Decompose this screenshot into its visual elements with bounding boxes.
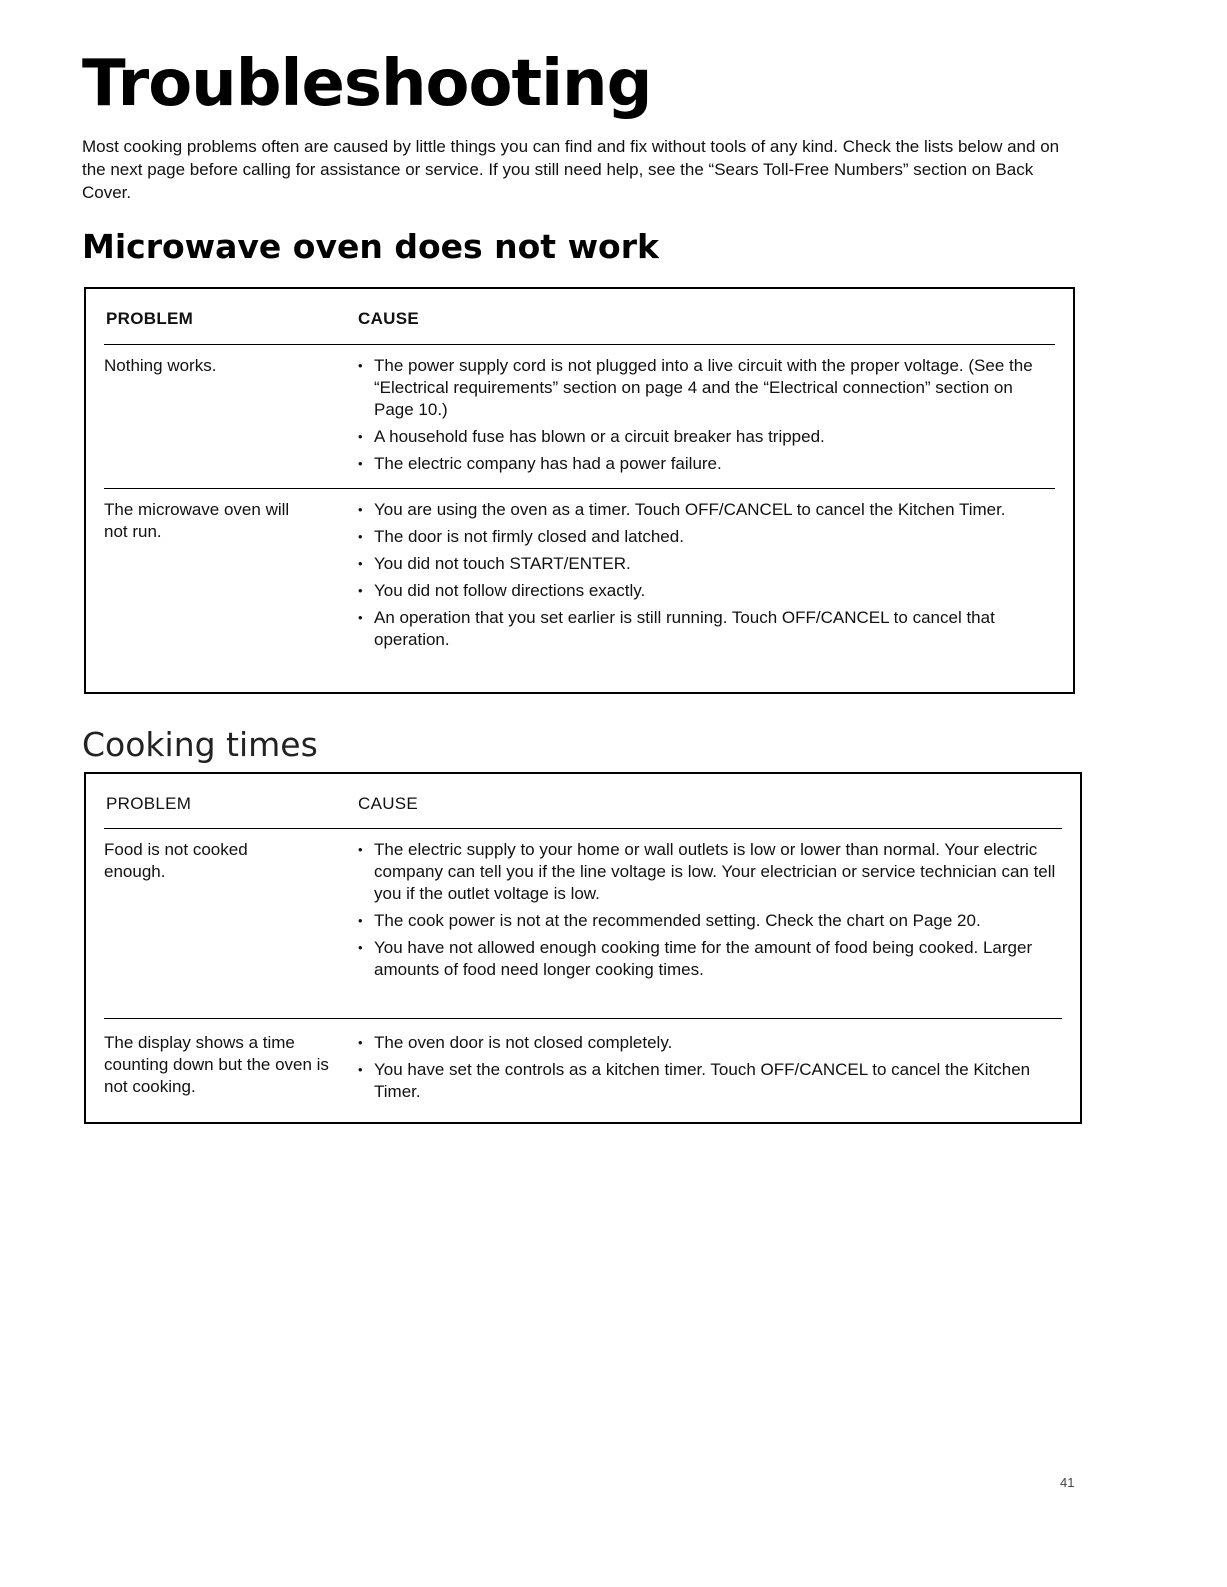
- problem-text: Food is not cooked enough.: [104, 840, 248, 881]
- cause-item: • The electric company has had a power failure.: [358, 454, 722, 473]
- page-number: 41: [1060, 1475, 1075, 1490]
- problem-text: Nothing works.: [104, 356, 217, 375]
- problem-text: The microwave oven will not run.: [104, 500, 290, 541]
- intro-paragraph: Most cooking problems often are caused by little things you can find and fix without tools of any kind. Check the lists below and on the next page before calling for assistance or service. If you still need help, see the “Sears Toll-Free Numbers” section on Back Cover.: [82, 137, 1060, 202]
- cause-item: • An operation that you set earlier is still running. Touch OFF/CANCEL to cancel that operation.: [358, 608, 995, 649]
- problem-text: The display shows a time counting down but the oven is not cooking.: [104, 1033, 329, 1096]
- row-divider: [104, 488, 1055, 489]
- bullet-icon: •: [358, 913, 363, 928]
- cause-column-header: CAUSE: [358, 309, 420, 328]
- cause-column-header: CAUSE: [358, 794, 419, 813]
- cause-item: • A household fuse has blown or a circuit breaker has tripped.: [358, 427, 825, 446]
- bullet-icon: •: [358, 556, 363, 571]
- cause-list: [358, 355, 1055, 480]
- cause-item: • The door is not firmly closed and latched.: [358, 527, 684, 546]
- bullet-icon: •: [358, 583, 363, 598]
- problem-column-header: PROBLEM: [106, 794, 192, 813]
- bullet-icon: •: [358, 529, 363, 544]
- problem-column-header: PROBLEM: [106, 309, 194, 328]
- header-divider: [104, 828, 1062, 829]
- troubleshooting-table-cooking-times: [84, 772, 1082, 1124]
- bullet-icon: •: [358, 842, 363, 857]
- bullet-icon: •: [358, 502, 363, 517]
- section-heading-microwave-not-work: Microwave oven does not work: [82, 227, 659, 266]
- header-divider: [104, 344, 1055, 345]
- bullet-icon: •: [358, 1062, 363, 1077]
- cause-item: • The oven door is not closed completely.: [358, 1033, 673, 1052]
- cause-list: [358, 1032, 1062, 1108]
- cause-item: • You have set the controls as a kitchen timer. Touch OFF/CANCEL to cancel the Kitchen Timer.: [358, 1060, 1031, 1101]
- bullet-icon: •: [358, 940, 363, 955]
- cause-item: • You have not allowed enough cooking time for the amount of food being cooked. Larger amounts of food need longer cooking times.: [358, 938, 1033, 979]
- cause-item: • You are using the oven as a timer. Touch OFF/CANCEL to cancel the Kitchen Timer.: [358, 500, 1006, 519]
- cause-item: • The electric supply to your home or wall outlets is low or lower than normal. Your electric company can tell you if the line voltage is low. Your electrician or service technician can tell you if the outlet voltage is low.: [358, 840, 1056, 903]
- bullet-icon: •: [358, 429, 363, 444]
- section-heading-cooking-times: Cooking times: [82, 725, 318, 764]
- cause-item: • You did not follow directions exactly.: [358, 581, 646, 600]
- bullet-icon: •: [358, 358, 363, 373]
- cause-list: [358, 499, 1055, 656]
- row-divider: [104, 1018, 1062, 1019]
- cause-item: • You did not touch START/ENTER.: [358, 554, 631, 573]
- bullet-icon: •: [358, 610, 363, 625]
- bullet-icon: •: [358, 456, 363, 471]
- cause-list: [358, 839, 1062, 986]
- cause-item: • The power supply cord is not plugged into a live circuit with the proper voltage. (See the “Electrical requirements” section on page 4 and the “Electrical connection” section on Page 10.): [358, 356, 1033, 419]
- bullet-icon: •: [358, 1035, 363, 1050]
- page-title: Troubleshooting: [82, 47, 652, 121]
- cause-item: • The cook power is not at the recommended setting. Check the chart on Page 20.: [358, 911, 981, 930]
- troubleshooting-table-microwave: [84, 287, 1075, 694]
